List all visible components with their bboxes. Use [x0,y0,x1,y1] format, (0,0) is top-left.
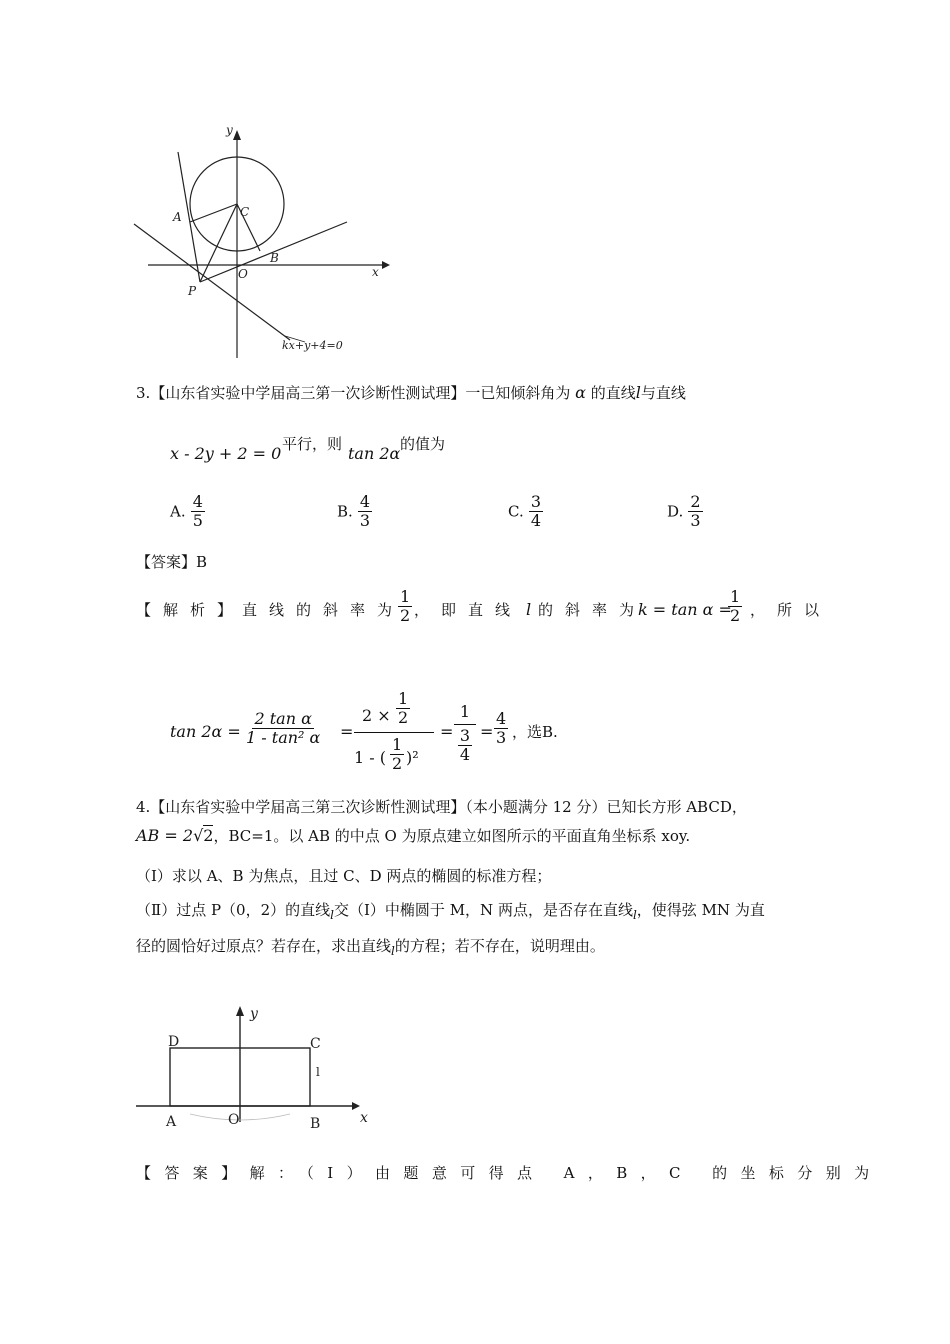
q3-stem-a: 一已知倾斜角为 [465,384,571,402]
calc-frac-1: $\frac{\text{2 tan α}}{\text{1 - tan² α}}$ [246,709,321,747]
option-den: 5 [192,511,203,530]
q4-sqrt-sign: √ [193,826,204,845]
analysis-a: 直线的斜率为 [242,601,405,619]
q4-sqrt-radicand: 2 [203,826,214,845]
fig2-label-d: D [168,1034,180,1050]
calc-f2-den-a: 1 - ( [354,748,386,767]
analysis-half-2: $\frac{1}{2}$ [730,587,741,625]
figure-rectangle [130,996,380,1136]
q4-part3-a: 径的圆恰好过原点？若存在，求出直线 [136,937,392,955]
y-axis-arrow [236,1006,244,1016]
analysis-l: l [526,600,532,619]
q3-tan2a: tan 2α [348,444,401,463]
calc-f2-den-b: )² [406,748,419,767]
q4-part3-b: 的方程；若不存在，说明理由。 [394,937,605,955]
fig1-label-y: y [226,123,233,137]
fig2-label-o: O [228,1112,240,1128]
q4-line2-rest: ，BC=1。以 AB 的中点 O 为原点建立如图所示的平面直角坐标系 xoy. [213,827,691,845]
q4-ab-eq: AB = 2 [136,826,194,845]
calc-f2-num-a: 2 × [362,706,391,725]
option-den: 3 [690,511,701,530]
q4-line1: 4.【山东省实验中学届高三第三次诊断性测试理】（本小题满分 12 分）已知长方形 ABCD， [136,798,747,816]
q4-line2 [136,826,690,850]
q3-option-c [508,493,543,530]
q4-part3 [136,936,605,961]
q3-option-b [337,493,372,530]
q3-option-d [667,493,703,530]
analysis-k-eq: k = tan α = [638,600,732,619]
fig1-label-c: C [240,205,250,219]
fig1-label-x: x [372,265,379,279]
analysis-b: ，即直线 [414,601,523,619]
analysis-c: 的斜率为 [538,601,647,619]
q3-stem-line1 [136,383,686,403]
q4-answer-line: 【答案】解：（Ⅰ）由题意可得点 A，B，C 的坐标分别为 [136,1164,883,1182]
fig2-label-y: y [250,1006,258,1022]
q4-part2-l2: l [632,908,637,922]
analysis-half-1: $\frac{1}{2}$ [400,587,411,625]
calc-f2-num-half: $\frac{1}{2}$ [398,689,409,727]
fig1-line-label: kx+y+4=0 [282,339,343,352]
option-den: 4 [530,511,541,530]
q3-answer [136,552,207,572]
option-num: 4 [359,492,371,511]
x-axis-arrow [382,261,390,269]
q3-analysis-line [136,587,832,638]
option-num: 4 [192,492,203,511]
figure-circle-tangent [130,118,400,368]
option-label: B. [337,502,353,521]
q3-stem-b: 的直线 [590,384,636,402]
option-num: 2 [690,492,701,511]
fig1-label-o: O [238,267,248,281]
option-den: 3 [359,511,371,530]
line-kx-y-4 [134,224,290,340]
option-label: D. [667,502,684,521]
option-label: C. [508,502,524,521]
q3-l: l [635,383,641,402]
calc-f2-bar [354,732,434,733]
answer-value: B [196,553,208,571]
q3-source: 【山东省实验中学届高三第一次诊断性测试理】 [150,384,466,402]
fig1-label-a: A [173,210,182,224]
q3-option-a [170,493,205,530]
q4-part3-l: l [391,944,395,958]
calc-frac-2 [354,688,436,784]
q3-calculation [170,688,570,784]
y-axis-arrow [233,130,241,140]
calc-eq-1: = [340,722,354,741]
q4-part2-a: （Ⅱ）过点 P（0，2）的直线 [136,901,331,919]
fig2-label-b: B [310,1116,321,1132]
q3-parallel: 平行，则 [282,435,343,453]
q3-value-of: 的值为 [400,435,446,453]
calc-eq-2: = [440,722,454,741]
calc-f2-den-half: $\frac{1}{2}$ [392,735,403,773]
option-label: A. [170,502,186,521]
q3-alpha: α [575,383,586,402]
calc-tail: ，选B. [512,723,558,741]
q3-number: 3. [136,384,151,402]
analysis-d: ，所以 [750,601,832,619]
q4-part2 [136,900,765,925]
q4-part1: （Ⅰ）求以 A、B 为焦点，且过 C、D 两点的椭圆的标准方程； [136,867,552,885]
q4-part2-b: 交（Ⅰ）中椭圆于 M，N 两点，是否存在直线 [334,901,633,919]
calc-frac-4: $\frac{4}{3}$ [496,709,507,747]
option-num: 3 [530,492,541,511]
fig1-label-p: P [188,284,197,298]
x-axis-arrow [352,1102,360,1110]
q3-equation: x - 2y + 2 = 0 [170,444,282,463]
calc-frac-3: 1 3 4 [454,702,476,782]
fig2-label-l: l [316,1065,320,1079]
fig1-label-b: B [270,251,279,265]
analysis-label: 【解析】 [136,601,245,619]
answer-label: 【答案】 [136,553,197,571]
fig2-label-c: C [310,1036,321,1052]
q4-part2-c: ，使得弦 MN 为直 [636,901,765,919]
calc-eq-3: = [480,722,494,741]
calc-lhs: tan 2α = [170,722,241,741]
fig2-label-x: x [360,1110,368,1126]
q4-part2-l: l [330,908,334,922]
fig2-label-a: A [166,1114,177,1130]
q3-stem-c: 与直线 [640,384,686,402]
